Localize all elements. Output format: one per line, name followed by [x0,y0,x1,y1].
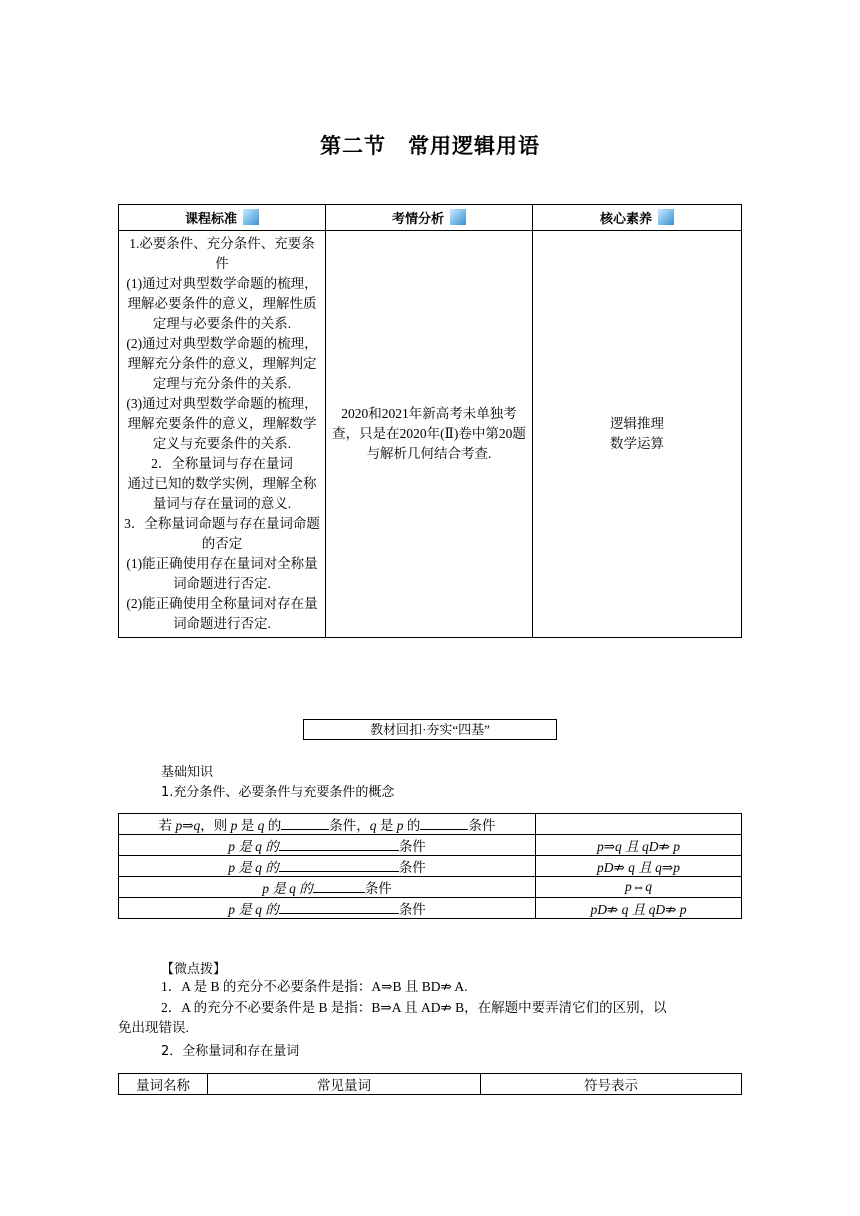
tip-line: 免出现错误. [118,1020,189,1035]
marker-icon [658,209,674,225]
quantifier-table [118,1073,742,1095]
standard-item: 通过已知的数学实例，理解全称量词与存在量词的意义. [127,476,317,511]
tip-line: 1．A 是 B 的充分不必要条件是指：A⇒B 且 BD⇏ A. [161,979,468,994]
page-title: 第二节 常用逻辑用语 [320,134,540,158]
table-row: p 是 q 的 条件 p⇒q 且 qD⇏ p [119,835,742,856]
header-quantifier-name: 量词名称 [119,1074,208,1095]
literacy-item: 逻辑推理 [610,416,664,431]
standard-item: (2)能正确使用全称量词对存在量词命题进行否定. [126,596,318,631]
header-common-quantifiers: 常见量词 [208,1074,481,1095]
literacy-item: 数学运算 [610,436,664,451]
analysis-cell: 2020和2021年新高考未单独考查，只是在2020年(Ⅱ)卷中第20题与解析几何结合考查. [326,231,533,638]
basics-heading: 基础知识 [161,765,214,780]
marker-icon [243,209,259,225]
overview-table [118,204,742,638]
concept-table [118,813,742,919]
course-standard-cell [119,231,326,638]
standard-item: (1)能正确使用存在量词对全称量词命题进行否定. [126,556,318,591]
standard-item: 3．全称量词命题与存在量词命题的否定 [124,516,320,551]
concept-heading: 1.充分条件、必要条件与充要条件的概念 [161,785,395,800]
standard-item: 1.必要条件、充分条件、充要条件 [129,236,315,271]
header-literacy: 核心素养 [533,205,742,231]
standard-item: (1)通过对典型数学命题的梳理，理解必要条件的意义，理解性质定理与必要条件的关系. [126,276,318,331]
standard-item: (2)通过对典型数学命题的梳理，理解充分条件的意义，理解判定定理与充分条件的关系. [126,336,318,391]
standard-item: 2．全称量词与存在量词 [151,456,293,471]
table-row: p 是 q 的 条件 pD⇏ q 且 q⇒p [119,856,742,877]
table-row: p 是 q 的 条件 pD⇏ q 且 qD⇏ p [119,898,742,919]
concept-row1-left: 若 p⇒q，则 p 是 q 的 条件，q 是 p 的 条件 [119,814,536,835]
marker-icon [450,209,466,225]
header-course-standard: 课程标准 [119,205,326,231]
table-row [119,814,742,835]
table-row [119,1074,742,1095]
literacy-cell [533,231,742,638]
section-banner: 教材回扣·夯实“四基” [303,719,557,740]
tip-line: 2．A 的充分不必要条件是 B 是指：B⇒A 且 AD⇏ B，在解题中要弄清它们的区别，以 [161,1000,667,1015]
fill-blank[interactable] [279,858,399,872]
fill-blank[interactable] [313,879,365,893]
fill-blank[interactable] [279,900,399,914]
fill-blank[interactable] [281,816,329,830]
header-symbol: 符号表示 [481,1074,742,1095]
standard-item: (3)通过对典型数学命题的梳理，理解充要条件的意义，理解数学定义与充要条件的关系. [126,396,318,451]
quantifier-heading: 2．全称量词和存在量词 [161,1044,300,1059]
concept-row1-right [536,814,742,835]
table-row: p 是 q 的 条件 p⇔q [119,877,742,898]
header-analysis: 考情分析 [326,205,533,231]
fill-blank[interactable] [420,816,468,830]
tips-heading: 【微点拨】 [161,962,227,977]
fill-blank[interactable] [279,837,399,851]
